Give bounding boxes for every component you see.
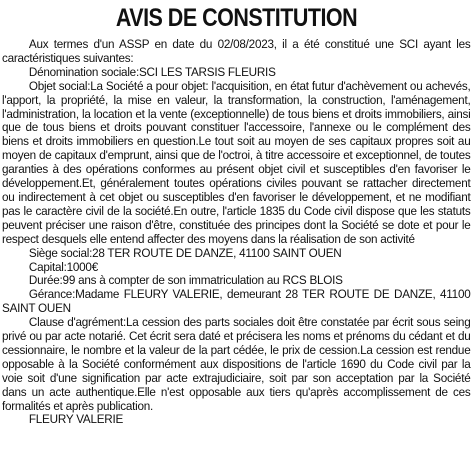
agrement-paragraph: Clause d'agrément:La cession des parts sociales doit être constatée par écrit sous seing privé ou par acte notarié. Cet écrit sera daté et précisera les noms et prénoms du cédant et du cessionnaire, le nombre et la valeur de la part cédée, le prix de cession.La cession est rendue opposable à la Société conformément aux dispositions de l'article 1690 du Code civil par la voie soit d'une signification par acte extrajudiciaire, soit par son acceptation par la Société dans un acte authentique.Elle n'est opposable aux tiers qu'après accomplissement de ces formalités et après publication.: [2, 315, 471, 413]
notice-body: [2, 38, 470, 427]
denomination-line: Dénomination sociale:SCI LES TARSIS FLEURIS: [28, 64, 276, 79]
duree-line: Durée:99 ans à compter de son immatriculation au RCS BLOIS: [28, 273, 343, 288]
notice-title: AVIS DE CONSTITUTION: [115, 4, 358, 32]
gerance-paragraph: Gérance:Madame FLEURY VALERIE, demeurant 28 TER ROUTE DE DANZE, 41100 SAINT OUEN: [2, 287, 471, 316]
siege-line: Siège social:28 TER ROUTE DE DANZE, 41100 SAINT OUEN: [28, 245, 342, 260]
intro-paragraph: Aux termes d'un ASSP en date du 02/08/2023, il a été constitué une SCI ayant les caractéristiques suivantes:: [2, 37, 471, 65]
signature-line: FLEURY VALERIE: [28, 412, 124, 427]
capital-line: Capital:1000€: [28, 259, 98, 274]
objet-paragraph: Objet social:La Société a pour objet: l'acquisition, en état futur d'achèvement ou achevés, l'apport, la propriété, la mise en valeur, la transformation, la construction, l'aménagement, l'administration, la location et la vente (exceptionnelle) de tous biens et droits immobiliers, ainsi que de tous biens et droits pouvant constituer l'accessoire, l'annexe ou le complément des biens et droits immobiliers en question.Le tout soit au moyen de ses capitaux propres soit au moyen de capitaux d'emprunt, ainsi que de l'octroi, à titre accessoire et exceptionnel, de toutes garanties à des opérations conformes au présent objet civil et susceptibles d'en favoriser le développement.Et, généralement toutes opérations civiles pouvant se rattacher directement ou indirectement à cet objet ou susceptibles d'en favoriser le développement, et ne modifiant pas le caractère civil de la société.En outre, l'article 1835 du Code civil dispose que les statuts peuvent préciser une raison d'être, constituée des principes dont la Société se dote et pour le respect desquels elle entend affecter des moyens dans la réalisation de son activité: [2, 78, 471, 246]
legal-notice: [2, 4, 471, 427]
